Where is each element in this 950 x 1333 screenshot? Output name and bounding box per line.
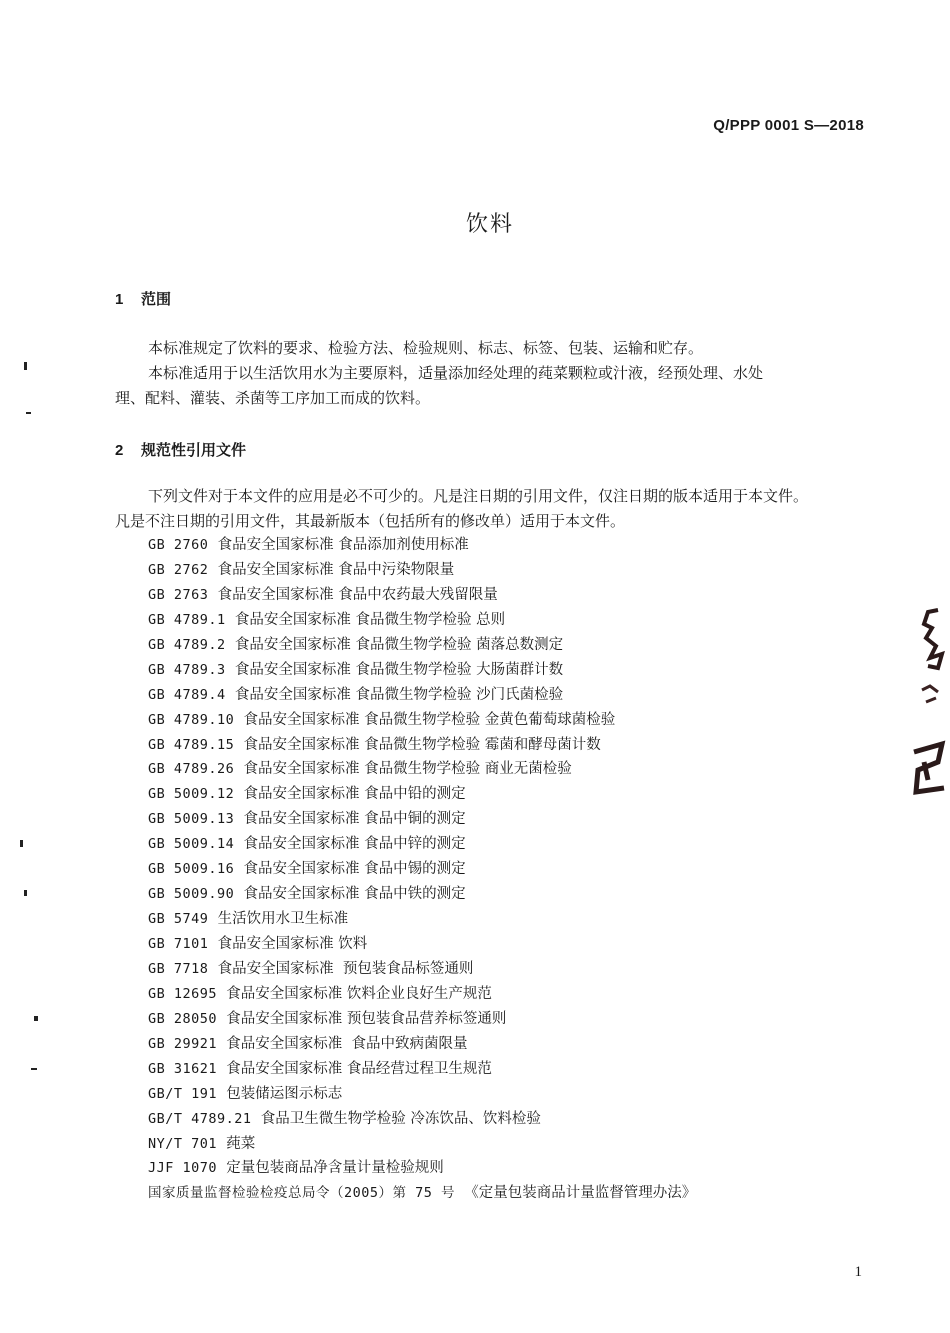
reference-code: GB 4789.26 — [148, 761, 235, 778]
reference-title: 食品安全国家标准 食品微生物学检验 菌落总数测定 — [234, 636, 564, 653]
reference-code: GB 7718 — [148, 960, 209, 977]
reference-title: 食品安全国家标准 食品中污染物限量 — [217, 561, 455, 578]
reference-title: 食品安全国家标准 饮料 — [217, 936, 368, 952]
reference-code: GB 5009.14 — [148, 836, 235, 853]
section-number: 2 — [115, 442, 124, 459]
reference-item — [148, 608, 696, 633]
reference-title: 食品安全国家标准 食品添加剂使用标准 — [217, 537, 469, 553]
reference-code: GB 4789.15 — [148, 736, 235, 753]
reference-code: GB 4789.1 — [148, 611, 226, 628]
reference-item — [148, 1181, 696, 1206]
reference-code: GB 5749 — [148, 911, 209, 928]
reference-item — [148, 1156, 696, 1181]
reference-title: 食品安全国家标准 食品中锌的测定 — [243, 836, 466, 853]
document-title: 饮料 — [465, 212, 514, 237]
reference-item — [148, 932, 696, 957]
reference-title: 食品安全国家标准 预包装食品营养标签通则 — [226, 1010, 507, 1027]
reference-code: GB 2760 — [148, 537, 209, 553]
page-number: 1 — [854, 1264, 862, 1280]
reference-code: GB 2763 — [148, 586, 209, 603]
reference-item — [148, 782, 696, 807]
reference-code: GB 29921 — [148, 1035, 218, 1052]
reference-item — [148, 533, 696, 558]
standard-code: Q/PPP 0001 S—2018 — [713, 117, 864, 134]
reference-title: 食品安全国家标准 食品中铅的测定 — [243, 786, 466, 803]
scan-speck — [34, 1016, 38, 1021]
reference-code: NY/T 701 — [148, 1135, 218, 1152]
reference-item — [148, 1032, 696, 1057]
reference-code: GB 4789.2 — [148, 636, 226, 653]
reference-title: 食品安全国家标准 预包装食品标签通则 — [217, 960, 474, 977]
reference-item — [148, 1132, 696, 1157]
reference-item — [148, 733, 696, 758]
scan-speck — [20, 840, 23, 847]
reference-code: GB 12695 — [148, 985, 218, 1002]
reference-title: 食品安全国家标准 食品经营过程卫生规范 — [226, 1060, 492, 1077]
reference-title: 食品安全国家标准 食品中农药最大残留限量 — [217, 586, 498, 603]
reference-title: 食品安全国家标准 食品微生物学检验 霉菌和酵母菌计数 — [243, 736, 601, 753]
reference-code: GB 4789.3 — [148, 661, 226, 678]
reference-item — [148, 1007, 696, 1032]
reference-title: 食品安全国家标准 饮料企业良好生产规范 — [226, 985, 492, 1002]
scope-line: 本标准规定了饮料的要求、检验方法、检验规则、标志、标签、包装、运输和贮存。 — [148, 339, 704, 357]
reference-code: GB/T 4789.21 — [148, 1110, 252, 1127]
reference-code: GB 5009.12 — [148, 786, 235, 803]
reference-item — [148, 658, 696, 683]
reference-code: GB 4789.4 — [148, 686, 226, 703]
reference-title: 莼菜 — [226, 1135, 256, 1152]
reference-title: 食品卫生微生物学检验 冷冻饮品、饮料检验 — [260, 1110, 541, 1127]
scan-speck — [24, 890, 27, 896]
reference-item — [148, 1057, 696, 1082]
scope-line: 理、配料、灌装、杀菌等工序加工而成的饮料。 — [115, 389, 431, 407]
scope-line: 本标准适用于以生活饮用水为主要原料，适量添加经处理的莼菜颗粒或汁液，经预处理、水处 — [148, 364, 764, 382]
reference-title: 食品安全国家标准 食品微生物学检验 总则 — [234, 611, 506, 628]
reference-code: GB 5009.90 — [148, 886, 235, 903]
scope-paragraph — [115, 336, 867, 411]
reference-code: 国家质量监督检验检疫总局令（2005）第 75 号 — [148, 1185, 456, 1202]
reference-code: GB 7101 — [148, 936, 209, 952]
reference-code: GB 31621 — [148, 1060, 218, 1077]
reference-title: 食品安全国家标准 食品中锡的测定 — [243, 861, 466, 878]
reference-item — [148, 957, 696, 982]
normative-intro — [115, 484, 867, 534]
reference-code: GB 2762 — [148, 561, 209, 578]
scan-speck — [26, 412, 31, 414]
reference-code: JJF 1070 — [148, 1160, 218, 1177]
intro-line: 凡是不注日期的引用文件，其最新版本（包括所有的修改单）适用于本文件。 — [115, 512, 626, 530]
reference-item — [148, 982, 696, 1007]
scan-speck — [31, 1068, 37, 1070]
seal-stamp-fragment — [908, 602, 946, 802]
section-title: 规范性引用文件 — [141, 441, 247, 459]
intro-line: 下列文件对于本文件的应用是必不可少的。凡是注日期的引用文件，仅注日期的版本适用于本文件。 — [148, 487, 809, 505]
reference-item — [148, 683, 696, 708]
reference-item — [148, 558, 696, 583]
scan-speck — [24, 362, 27, 370]
reference-item — [148, 832, 696, 857]
reference-item — [148, 907, 696, 932]
section-heading-scope — [115, 288, 171, 309]
section-heading-normative — [115, 439, 246, 460]
reference-title: 食品安全国家标准 食品中铜的测定 — [243, 811, 466, 828]
section-title: 范围 — [141, 290, 172, 308]
reference-title: 食品安全国家标准 食品微生物学检验 金黄色葡萄球菌检验 — [243, 711, 616, 728]
reference-title: 生活饮用水卫生标准 — [217, 911, 349, 928]
reference-item — [148, 857, 696, 882]
reference-item — [148, 757, 696, 782]
reference-code: GB 28050 — [148, 1010, 218, 1027]
reference-item — [148, 1082, 696, 1107]
reference-title: 食品安全国家标准 食品微生物学检验 商业无菌检验 — [243, 761, 572, 778]
reference-item — [148, 633, 696, 658]
reference-title: 定量包装商品净含量计量检验规则 — [226, 1160, 444, 1177]
reference-item — [148, 708, 696, 733]
reference-title: 《定量包装商品计量监督管理办法》 — [464, 1185, 697, 1202]
reference-item — [148, 583, 696, 608]
reference-title: 食品安全国家标准 食品微生物学检验 大肠菌群计数 — [234, 661, 564, 678]
reference-code: GB 4789.10 — [148, 711, 235, 728]
reference-code: GB 5009.13 — [148, 811, 235, 828]
reference-title: 食品安全国家标准 食品中铁的测定 — [243, 886, 466, 903]
reference-title: 包装储运图示标志 — [226, 1085, 343, 1102]
reference-item — [148, 807, 696, 832]
reference-code: GB/T 191 — [148, 1085, 218, 1102]
section-number: 1 — [115, 291, 124, 308]
reference-list — [148, 533, 696, 1206]
reference-title: 食品安全国家标准 食品微生物学检验 沙门氏菌检验 — [234, 686, 564, 703]
reference-code: GB 5009.16 — [148, 861, 235, 878]
reference-item — [148, 882, 696, 907]
reference-item — [148, 1107, 696, 1132]
reference-title: 食品安全国家标准 食品中致病菌限量 — [226, 1035, 468, 1052]
